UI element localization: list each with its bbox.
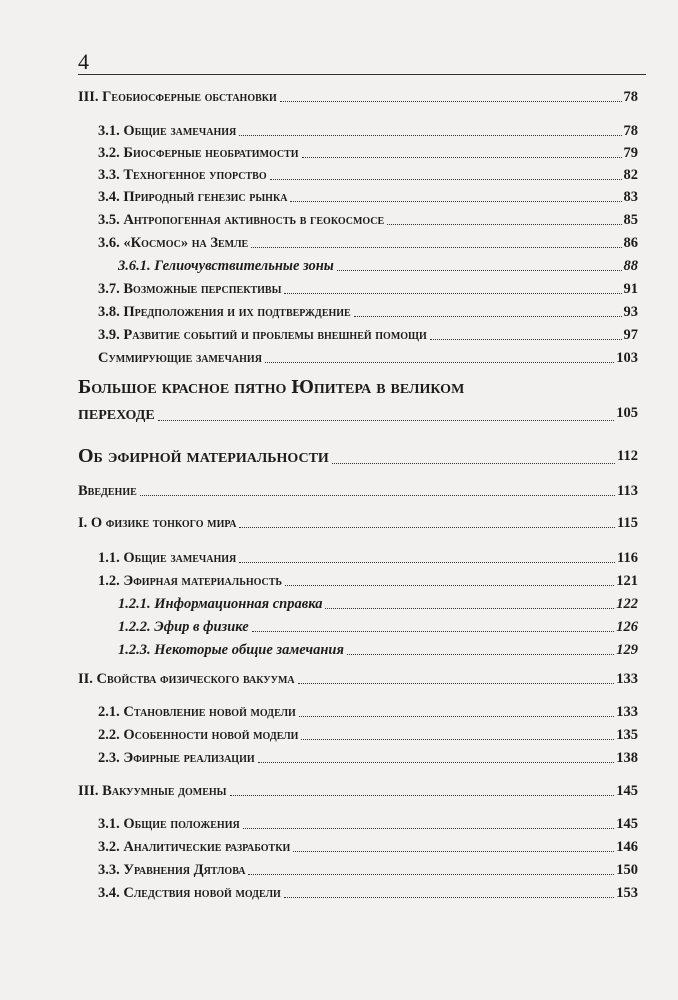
toc-page: 145 xyxy=(616,816,638,832)
toc-title: 3.7. Возможные перспективы xyxy=(98,281,282,297)
toc-entry xyxy=(78,144,638,162)
toc-title: 3.1. Общие замечания xyxy=(98,123,237,139)
dot-leader xyxy=(239,135,621,136)
dot-leader xyxy=(337,270,622,271)
toc-page: 105 xyxy=(616,405,638,421)
toc-entry xyxy=(78,166,638,184)
toc-title: переходе xyxy=(78,402,155,424)
toc-entry xyxy=(78,884,638,902)
toc-title: II. Свойства физического вакуума xyxy=(78,671,295,687)
dot-leader xyxy=(301,739,614,740)
toc-entry xyxy=(78,122,638,140)
dot-leader xyxy=(332,463,615,464)
toc-page: 78 xyxy=(623,89,638,105)
dot-leader xyxy=(284,897,614,898)
toc-entry xyxy=(78,749,638,767)
toc-title: Большое красное пятно Юпитера в великом xyxy=(78,376,465,398)
toc-title: 3.6.1. Гелиочувствительные зоны xyxy=(118,258,334,274)
toc-title: 3.6. «Космос» на Земле xyxy=(98,235,249,251)
toc-entry xyxy=(78,514,638,532)
toc-title: 3.2. Аналитические разработки xyxy=(98,839,291,855)
toc-entry xyxy=(78,726,638,744)
toc-page: 126 xyxy=(616,619,638,635)
toc-page: 116 xyxy=(617,550,638,566)
toc-page: 150 xyxy=(616,862,638,878)
dot-leader xyxy=(430,339,622,340)
toc-page: 83 xyxy=(623,189,638,205)
toc-entry xyxy=(78,234,638,252)
dot-leader xyxy=(239,562,615,563)
toc-title: 3.3. Техногенное упорство xyxy=(98,167,267,183)
dot-leader xyxy=(258,762,615,763)
toc-page: 138 xyxy=(616,750,638,766)
toc-entry xyxy=(78,211,638,229)
dot-leader xyxy=(347,654,614,655)
toc-page: 146 xyxy=(616,839,638,855)
toc-title: I. О физике тонкого мира xyxy=(78,515,237,531)
toc-entry xyxy=(78,549,638,567)
toc-title: 3.3. Уравнения Дятлова xyxy=(98,862,246,878)
page-number: 4 xyxy=(78,49,89,74)
dot-leader xyxy=(230,795,615,796)
dot-leader xyxy=(298,683,615,684)
toc-entry xyxy=(78,618,638,636)
toc-entry xyxy=(78,838,638,856)
toc-page: 82 xyxy=(623,167,638,183)
toc-title: 2.1. Становление новой модели xyxy=(98,704,296,720)
toc-title: 3.5. Антропогенная активность в геокосмосе xyxy=(98,212,385,228)
header-rule xyxy=(78,74,646,75)
toc-page: 103 xyxy=(616,350,638,366)
dot-leader xyxy=(270,179,622,180)
toc-title: 2.2. Особенности новой модели xyxy=(98,727,299,743)
toc-entry xyxy=(78,257,638,275)
toc-entry xyxy=(78,374,638,426)
toc-page: 115 xyxy=(617,515,638,531)
toc-title: 3.2. Биосферные необратимости xyxy=(98,145,299,161)
toc-page: 135 xyxy=(616,727,638,743)
toc-title: III. Вакуумные домены xyxy=(78,783,227,799)
toc-entry xyxy=(78,88,638,106)
dot-leader xyxy=(284,293,621,294)
toc-entry xyxy=(78,188,638,206)
dot-leader xyxy=(248,874,614,875)
toc-entry xyxy=(78,572,638,590)
dot-leader xyxy=(302,157,622,158)
toc-page: 153 xyxy=(616,885,638,901)
toc-page: 85 xyxy=(623,212,638,228)
toc-title: 2.3. Эфирные реализации xyxy=(98,750,255,766)
toc-title: 3.1. Общие положения xyxy=(98,816,240,832)
dot-leader xyxy=(252,631,615,632)
toc-title: 1.2. Эфирная материальность xyxy=(98,573,283,589)
toc-entry xyxy=(78,303,638,321)
dot-leader xyxy=(290,201,621,202)
toc-page: 113 xyxy=(617,483,638,499)
toc-page: 79 xyxy=(623,145,638,161)
toc-title: 1.2.1. Информационная справка xyxy=(118,596,323,612)
dot-leader xyxy=(354,316,622,317)
toc-entry xyxy=(78,482,638,500)
toc-page: 122 xyxy=(616,596,638,612)
toc-entry xyxy=(78,641,638,659)
toc-title: 1.1. Общие замечания xyxy=(98,550,237,566)
dot-leader xyxy=(158,420,615,421)
toc-entry xyxy=(78,280,638,298)
toc-page: 86 xyxy=(623,235,638,251)
toc-entry xyxy=(78,703,638,721)
toc-page: 91 xyxy=(623,281,638,297)
toc-page: 133 xyxy=(616,671,638,687)
toc-entry xyxy=(78,444,638,468)
dot-leader xyxy=(387,224,621,225)
dot-leader xyxy=(293,851,614,852)
toc-page: 88 xyxy=(623,258,638,274)
toc-entry xyxy=(78,670,638,688)
toc-entry xyxy=(78,861,638,879)
toc-entry xyxy=(78,815,638,833)
toc-title: Введение xyxy=(78,483,137,499)
toc-entry xyxy=(78,349,638,367)
dot-leader xyxy=(280,101,622,102)
toc-title: 3.8. Предположения и их подтверждение xyxy=(98,304,351,320)
toc-entry xyxy=(78,782,638,800)
toc-page: 145 xyxy=(616,783,638,799)
toc-page: 78 xyxy=(623,123,638,139)
toc-page: 129 xyxy=(616,642,638,658)
toc-title: 1.2.3. Некоторые общие замечания xyxy=(118,642,344,658)
toc-page: 112 xyxy=(617,448,638,464)
dot-leader xyxy=(265,362,614,363)
toc-page: 97 xyxy=(623,327,638,343)
toc-title: Суммирующие замечания xyxy=(98,350,262,366)
toc-page: 133 xyxy=(616,704,638,720)
toc-title: 3.9. Развитие событий и проблемы внешней помощи xyxy=(98,327,427,343)
dot-leader xyxy=(285,585,614,586)
toc-title: 1.2.2. Эфир в физике xyxy=(118,619,249,635)
toc-entry xyxy=(78,595,638,613)
toc-title: Об эфирной материальности xyxy=(78,445,329,467)
dot-leader xyxy=(140,495,615,496)
toc-title: 3.4. Природный генезис рынка xyxy=(98,189,288,205)
dot-leader xyxy=(251,247,621,248)
toc-page: 121 xyxy=(616,573,638,589)
toc-title: 3.4. Следствия новой модели xyxy=(98,885,281,901)
toc-title: III. Геобиосферные обстановки xyxy=(78,89,277,105)
dot-leader xyxy=(239,527,615,528)
dot-leader xyxy=(325,608,614,609)
dot-leader xyxy=(299,716,614,717)
dot-leader xyxy=(243,828,615,829)
toc-entry xyxy=(78,326,638,344)
toc-page: 93 xyxy=(623,304,638,320)
